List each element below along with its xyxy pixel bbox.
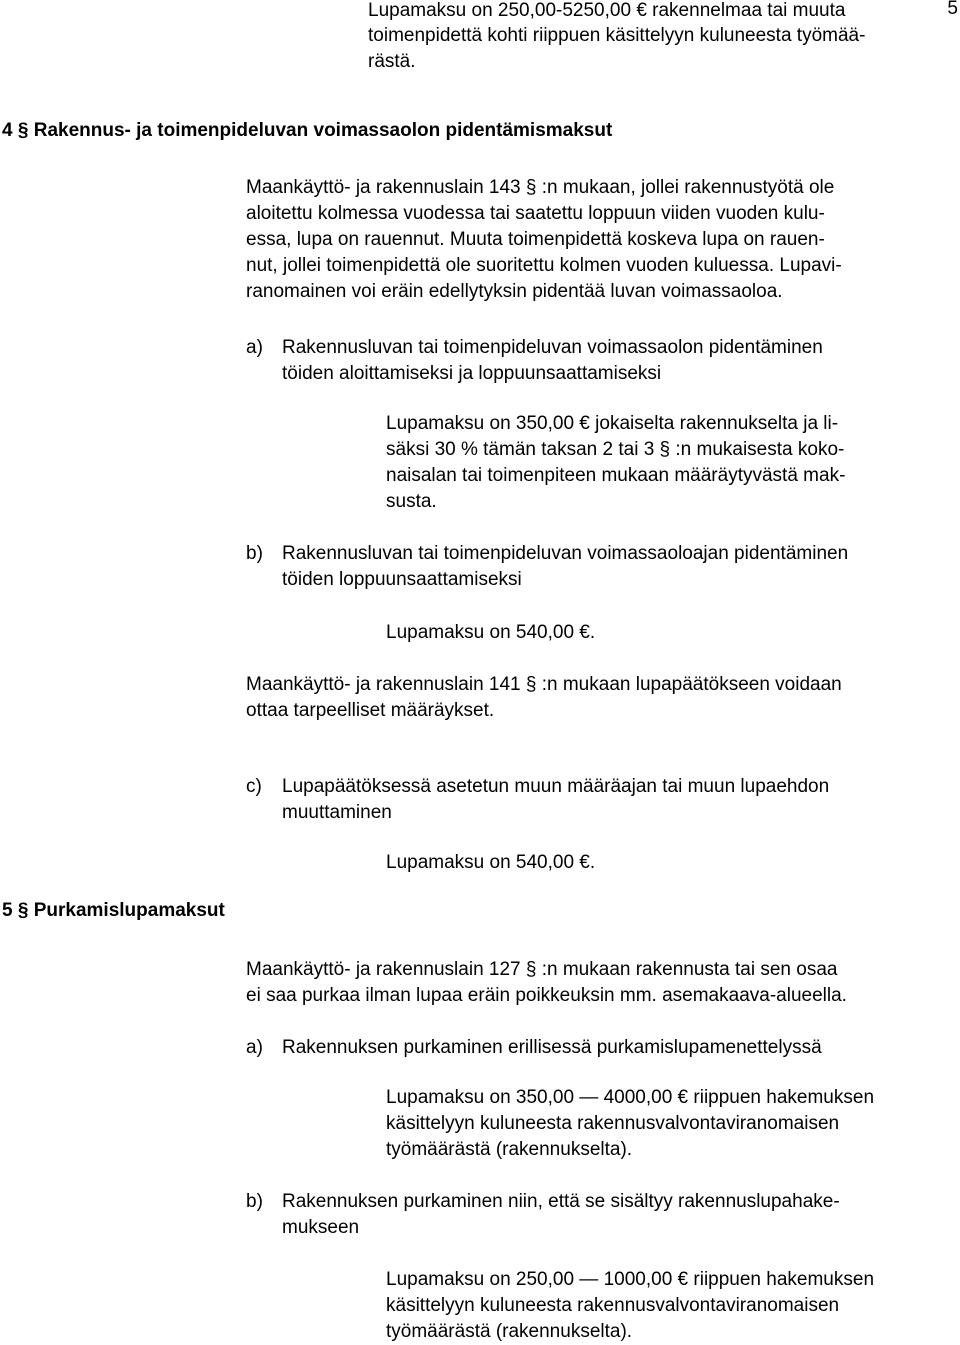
- section-5-number: 5: [2, 900, 13, 921]
- section-5-intro-line-2: ei saa purkaa ilman lupaa eräin poikkeuksin mm. asemakaava-alueella.: [246, 985, 847, 1006]
- item-b-line-2: töiden loppuunsaattamiseksi: [282, 569, 522, 590]
- item-c-marker: c): [246, 776, 262, 797]
- section-4-intro-line-1: Maankäyttö- ja rakennuslain 143 § :n mukaan, jollei rakennustyötä ole: [246, 177, 835, 198]
- item-a-fee-line-2: säksi 30 % tämän taksan 2 tai 3 § :n mukaisesta koko-: [386, 439, 845, 460]
- section-sign: §: [17, 900, 29, 921]
- s5-item-a-line-1: Rakennuksen purkaminen erillisessä purkamislupamenettelyssä: [282, 1037, 822, 1058]
- s5-item-a-fee-line-3: työmäärästä (rakennukselta).: [386, 1139, 633, 1160]
- section-5-heading: [2, 898, 225, 924]
- item-a-fee-line-1: Lupamaksu on 350,00 € jokaiselta rakennukselta ja li-: [386, 413, 839, 434]
- item-a-line-2: töiden aloittamiseksi ja loppuunsaattamiseksi: [282, 363, 662, 384]
- section-4-note-line-2: ottaa tarpeelliset määräykset.: [246, 700, 495, 721]
- section-sign: §: [17, 120, 29, 141]
- item-b-fee: Lupamaksu on 540,00 €.: [386, 622, 596, 643]
- s5-item-b-fee-line-1: Lupamaksu on 250,00 — 1000,00 € riippuen hakemuksen: [386, 1269, 875, 1290]
- item-a-fee-line-3: naisalan tai toimenpiteen mukaan määräytyvästä mak-: [386, 465, 846, 486]
- item-c-line-2: muuttaminen: [282, 802, 392, 823]
- top-fee-line-1: Lupamaksu on 250,00-5250,00 € rakennelmaa tai muuta: [368, 0, 846, 21]
- item-b-marker: b): [246, 543, 263, 564]
- section-4-number: 4: [2, 120, 13, 141]
- s5-item-b-fee-line-3: työmäärästä (rakennukselta).: [386, 1321, 633, 1342]
- section-4-note-line-1: Maankäyttö- ja rakennuslain 141 § :n mukaan lupapäätökseen voidaan: [246, 674, 842, 695]
- item-a-line-1: Rakennusluvan tai toimenpideluvan voimassaolon pidentäminen: [282, 337, 823, 358]
- section-4-heading: [2, 118, 612, 144]
- s5-item-b-fee-line-2: käsittelyyn kuluneesta rakennusvalvontaviranomaisen: [386, 1295, 840, 1316]
- section-4-title: Rakennus- ja toimenpideluvan voimassaolon pidentämismaksut: [33, 120, 613, 141]
- s5-item-a-fee-line-1: Lupamaksu on 350,00 — 4000,00 € riippuen hakemuksen: [386, 1087, 875, 1108]
- item-a-marker: a): [246, 337, 263, 358]
- s5-item-b-marker: b): [246, 1191, 263, 1212]
- top-fee-line-3: rästä.: [368, 51, 416, 72]
- section-5-intro-line-1: Maankäyttö- ja rakennuslain 127 § :n mukaan rakennusta tai sen osaa: [246, 959, 838, 980]
- section-4-intro-line-2: aloitettu kolmessa vuodessa tai saatettu loppuun viiden vuoden kulu-: [246, 203, 825, 224]
- page-number: 5: [947, 0, 958, 19]
- top-fee-line-2: toimenpidettä kohti riippuen käsittelyyn kuluneesta työmää-: [368, 25, 866, 46]
- item-a-fee-line-4: susta.: [386, 491, 437, 512]
- item-c-line-1: Lupapäätöksessä asetetun muun määräajan tai muun lupaehdon: [282, 776, 830, 797]
- section-4-intro-line-4: nut, jollei toimenpidettä ole suoritettu kolmen vuoden kuluessa. Lupavi-: [246, 255, 842, 276]
- item-b-line-1: Rakennusluvan tai toimenpideluvan voimassaoloajan pidentäminen: [282, 543, 849, 564]
- s5-item-b-line-1: Rakennuksen purkaminen niin, että se sisältyy rakennuslupahake-: [282, 1191, 840, 1212]
- s5-item-a-fee-line-2: käsittelyyn kuluneesta rakennusvalvontaviranomaisen: [386, 1113, 840, 1134]
- s5-item-a-marker: a): [246, 1037, 263, 1058]
- s5-item-b-line-2: mukseen: [282, 1217, 360, 1238]
- section-5-title: Purkamislupamaksut: [33, 900, 225, 921]
- section-4-intro-line-5: ranomainen voi eräin edellytyksin pidentää luvan voimassaoloa.: [246, 281, 783, 302]
- item-c-fee: Lupamaksu on 540,00 €.: [386, 852, 596, 873]
- section-4-intro-line-3: essa, lupa on rauennut. Muuta toimenpidettä koskeva lupa on rauen-: [246, 229, 825, 250]
